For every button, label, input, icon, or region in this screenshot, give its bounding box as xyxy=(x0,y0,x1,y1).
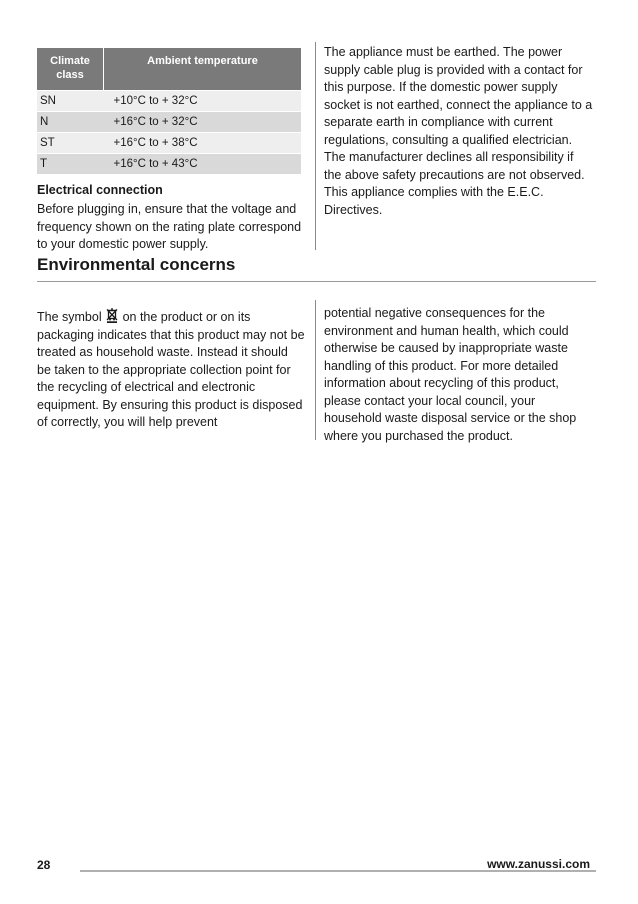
environment-text-part1 xyxy=(37,308,305,432)
column-divider xyxy=(315,42,316,250)
earthing-text: The appliance must be earthed. The power supply cable plug is provided with a contact for this purpose. If the domestic power supply socket is not earthed, connect the appliance to a separate earth in compliance with current regulations, consulting a qualified electrician. The manufacturer declines all responsibility if the above safety precautions are not observed. This appliance complies with the E.E.C. Directives. xyxy=(324,45,593,217)
website-url: www.zanussi.com xyxy=(487,857,590,871)
temperature-range-cell: +16°C to + 38°C xyxy=(104,133,302,154)
page-number: 28 xyxy=(37,858,51,872)
electrical-connection-heading: Electrical connection xyxy=(37,183,163,197)
environmental-concerns-heading: Environmental concerns xyxy=(37,255,236,274)
electrical-connection-text: Before plugging in, ensure that the voltage and frequency shown on the rating plate correspond to your domestic power supply. xyxy=(37,202,302,251)
symbol-explanation-text: on the product or on its packaging indicates that this product may not be treated as household waste. Instead it should be taken to the appropriate collection point for the recycling of electrical and electronic equipment. By ensuring this product is disposed of correctly, you will help prevent xyxy=(37,310,305,429)
crossed-out-wheelie-bin-icon xyxy=(106,308,118,323)
ambient-temperature-header: Ambient temperature xyxy=(104,48,302,91)
climate-class-cell: T xyxy=(37,154,104,175)
column-divider xyxy=(315,300,316,440)
climate-class-cell: N xyxy=(37,112,104,133)
temperature-range-cell: +16°C to + 32°C xyxy=(104,112,302,133)
table-row xyxy=(37,133,301,154)
table-row xyxy=(37,91,301,112)
table-row xyxy=(37,154,301,175)
climate-class-header: Climate class xyxy=(37,48,104,91)
table-header-row xyxy=(37,48,301,91)
climate-class-table xyxy=(37,48,301,174)
temperature-range-cell: +16°C to + 43°C xyxy=(104,154,302,175)
section-rule xyxy=(37,281,596,282)
symbol-intro-text: The symbol xyxy=(37,310,106,324)
environment-text-part2: potential negative consequences for the environment and human health, which could otherwise be caused by inappropriate waste handling of this product. For more detailed information about recycling of this product, please contact your local council, your household waste disposal service or the shop where you purchased the product. xyxy=(324,306,577,443)
temperature-range-cell: +10°C to + 32°C xyxy=(104,91,302,112)
table-row xyxy=(37,112,301,133)
climate-class-cell: SN xyxy=(37,91,104,112)
climate-class-cell: ST xyxy=(37,133,104,154)
